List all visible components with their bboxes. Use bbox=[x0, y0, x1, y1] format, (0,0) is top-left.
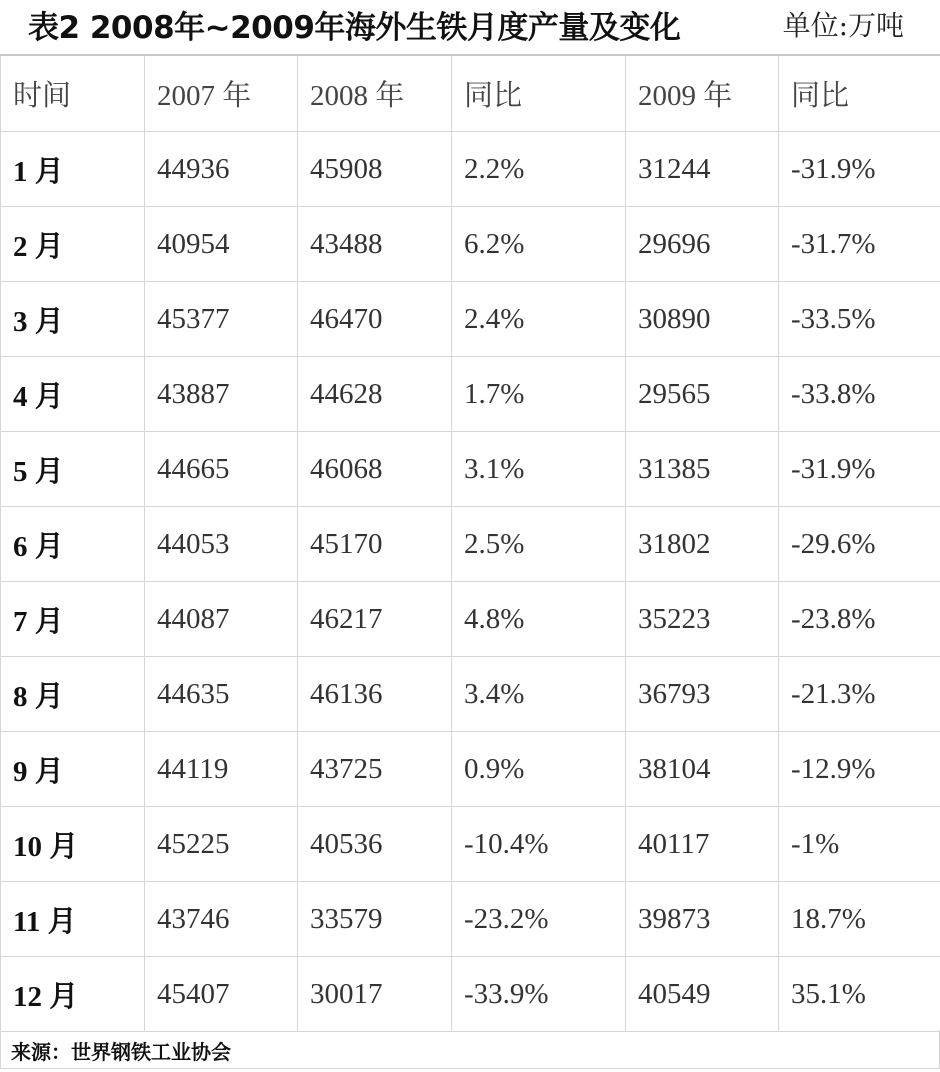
cell-yoy-2008: 2.5% bbox=[452, 507, 626, 582]
source-note: 来源：世界钢铁工业协会 bbox=[11, 1040, 231, 1064]
cell-2008: 40536 bbox=[298, 807, 452, 882]
cell-yoy-2009: -31.9% bbox=[779, 132, 940, 207]
table-row bbox=[1, 282, 940, 357]
cell-yoy-2008: -10.4% bbox=[452, 807, 626, 882]
cell-yoy-2009: -33.5% bbox=[779, 282, 940, 357]
cell-month: 7 月 bbox=[1, 582, 145, 657]
cell-2007: 43887 bbox=[145, 357, 298, 432]
cell-yoy-2008: 3.1% bbox=[452, 432, 626, 507]
cell-month: 1 月 bbox=[1, 132, 145, 207]
cell-yoy-2008: -23.2% bbox=[452, 882, 626, 957]
cell-yoy-2009: -1% bbox=[779, 807, 940, 882]
cell-2008: 46217 bbox=[298, 582, 452, 657]
header-2007: 2007 年 bbox=[145, 55, 298, 132]
cell-2007: 44635 bbox=[145, 657, 298, 732]
header-2008: 2008 年 bbox=[298, 55, 452, 132]
cell-yoy-2009: -21.3% bbox=[779, 657, 940, 732]
cell-2009: 36793 bbox=[626, 657, 779, 732]
cell-month: 8 月 bbox=[1, 657, 145, 732]
cell-2008: 45170 bbox=[298, 507, 452, 582]
header-yoy-2008: 同比 bbox=[452, 55, 626, 132]
cell-month: 5 月 bbox=[1, 432, 145, 507]
cell-yoy-2009: -23.8% bbox=[779, 582, 940, 657]
table-row bbox=[1, 657, 940, 732]
cell-2007: 44053 bbox=[145, 507, 298, 582]
cell-yoy-2008: 3.4% bbox=[452, 657, 626, 732]
cell-2007: 45407 bbox=[145, 957, 298, 1032]
cell-2009: 29696 bbox=[626, 207, 779, 282]
cell-2007: 44665 bbox=[145, 432, 298, 507]
cell-2008: 45908 bbox=[298, 132, 452, 207]
cell-2007: 45377 bbox=[145, 282, 298, 357]
cell-yoy-2009: 18.7% bbox=[779, 882, 940, 957]
cell-yoy-2009: -12.9% bbox=[779, 732, 940, 807]
table-row bbox=[1, 807, 940, 882]
cell-yoy-2009: -31.9% bbox=[779, 432, 940, 507]
cell-2008: 44628 bbox=[298, 357, 452, 432]
cell-2009: 39873 bbox=[626, 882, 779, 957]
table-row bbox=[1, 357, 940, 432]
cell-2008: 30017 bbox=[298, 957, 452, 1032]
cell-month: 10 月 bbox=[1, 807, 145, 882]
header-time: 时间 bbox=[1, 55, 145, 132]
cell-2009: 31802 bbox=[626, 507, 779, 582]
cell-yoy-2008: 2.2% bbox=[452, 132, 626, 207]
cell-2009: 30890 bbox=[626, 282, 779, 357]
table-row bbox=[1, 882, 940, 957]
cell-month: 12 月 bbox=[1, 957, 145, 1032]
cell-month: 2 月 bbox=[1, 207, 145, 282]
cell-yoy-2008: 1.7% bbox=[452, 357, 626, 432]
cell-2007: 45225 bbox=[145, 807, 298, 882]
cell-2009: 40549 bbox=[626, 957, 779, 1032]
cell-month: 9 月 bbox=[1, 732, 145, 807]
cell-yoy-2008: 6.2% bbox=[452, 207, 626, 282]
cell-2008: 33579 bbox=[298, 882, 452, 957]
cell-2009: 40117 bbox=[626, 807, 779, 882]
cell-yoy-2008: 4.8% bbox=[452, 582, 626, 657]
table-title: 表2 2008年~2009年海外生铁月度产量及变化 bbox=[28, 10, 681, 46]
cell-2008: 46068 bbox=[298, 432, 452, 507]
cell-2007: 40954 bbox=[145, 207, 298, 282]
cell-2009: 38104 bbox=[626, 732, 779, 807]
cell-2008: 43488 bbox=[298, 207, 452, 282]
table-row bbox=[1, 207, 940, 282]
title-row bbox=[0, 0, 940, 46]
cell-2008: 46136 bbox=[298, 657, 452, 732]
table-body bbox=[1, 132, 940, 1032]
cell-month: 3 月 bbox=[1, 282, 145, 357]
cell-2009: 31244 bbox=[626, 132, 779, 207]
cell-month: 6 月 bbox=[1, 507, 145, 582]
cell-yoy-2009: -33.8% bbox=[779, 357, 940, 432]
cell-2008: 46470 bbox=[298, 282, 452, 357]
header-yoy-2009: 同比 bbox=[779, 55, 940, 132]
table-row bbox=[1, 957, 940, 1032]
cell-yoy-2009: -31.7% bbox=[779, 207, 940, 282]
cell-yoy-2008: -33.9% bbox=[452, 957, 626, 1032]
cell-month: 11 月 bbox=[1, 882, 145, 957]
table-row bbox=[1, 432, 940, 507]
cell-yoy-2009: -29.6% bbox=[779, 507, 940, 582]
table-row bbox=[1, 582, 940, 657]
table-row bbox=[1, 732, 940, 807]
cell-2007: 44119 bbox=[145, 732, 298, 807]
cell-2007: 44087 bbox=[145, 582, 298, 657]
unit-label: 单位:万吨 bbox=[782, 9, 904, 42]
production-table bbox=[0, 54, 940, 1032]
cell-2009: 29565 bbox=[626, 357, 779, 432]
cell-yoy-2009: 35.1% bbox=[779, 957, 940, 1032]
source-footer bbox=[0, 1030, 940, 1069]
cell-2007: 44936 bbox=[145, 132, 298, 207]
table-row bbox=[1, 132, 940, 207]
table-row bbox=[1, 507, 940, 582]
header-row bbox=[1, 55, 940, 132]
cell-yoy-2008: 2.4% bbox=[452, 282, 626, 357]
cell-2009: 35223 bbox=[626, 582, 779, 657]
cell-2007: 43746 bbox=[145, 882, 298, 957]
cell-2008: 43725 bbox=[298, 732, 452, 807]
cell-2009: 31385 bbox=[626, 432, 779, 507]
cell-yoy-2008: 0.9% bbox=[452, 732, 626, 807]
header-2009: 2009 年 bbox=[626, 55, 779, 132]
cell-month: 4 月 bbox=[1, 357, 145, 432]
